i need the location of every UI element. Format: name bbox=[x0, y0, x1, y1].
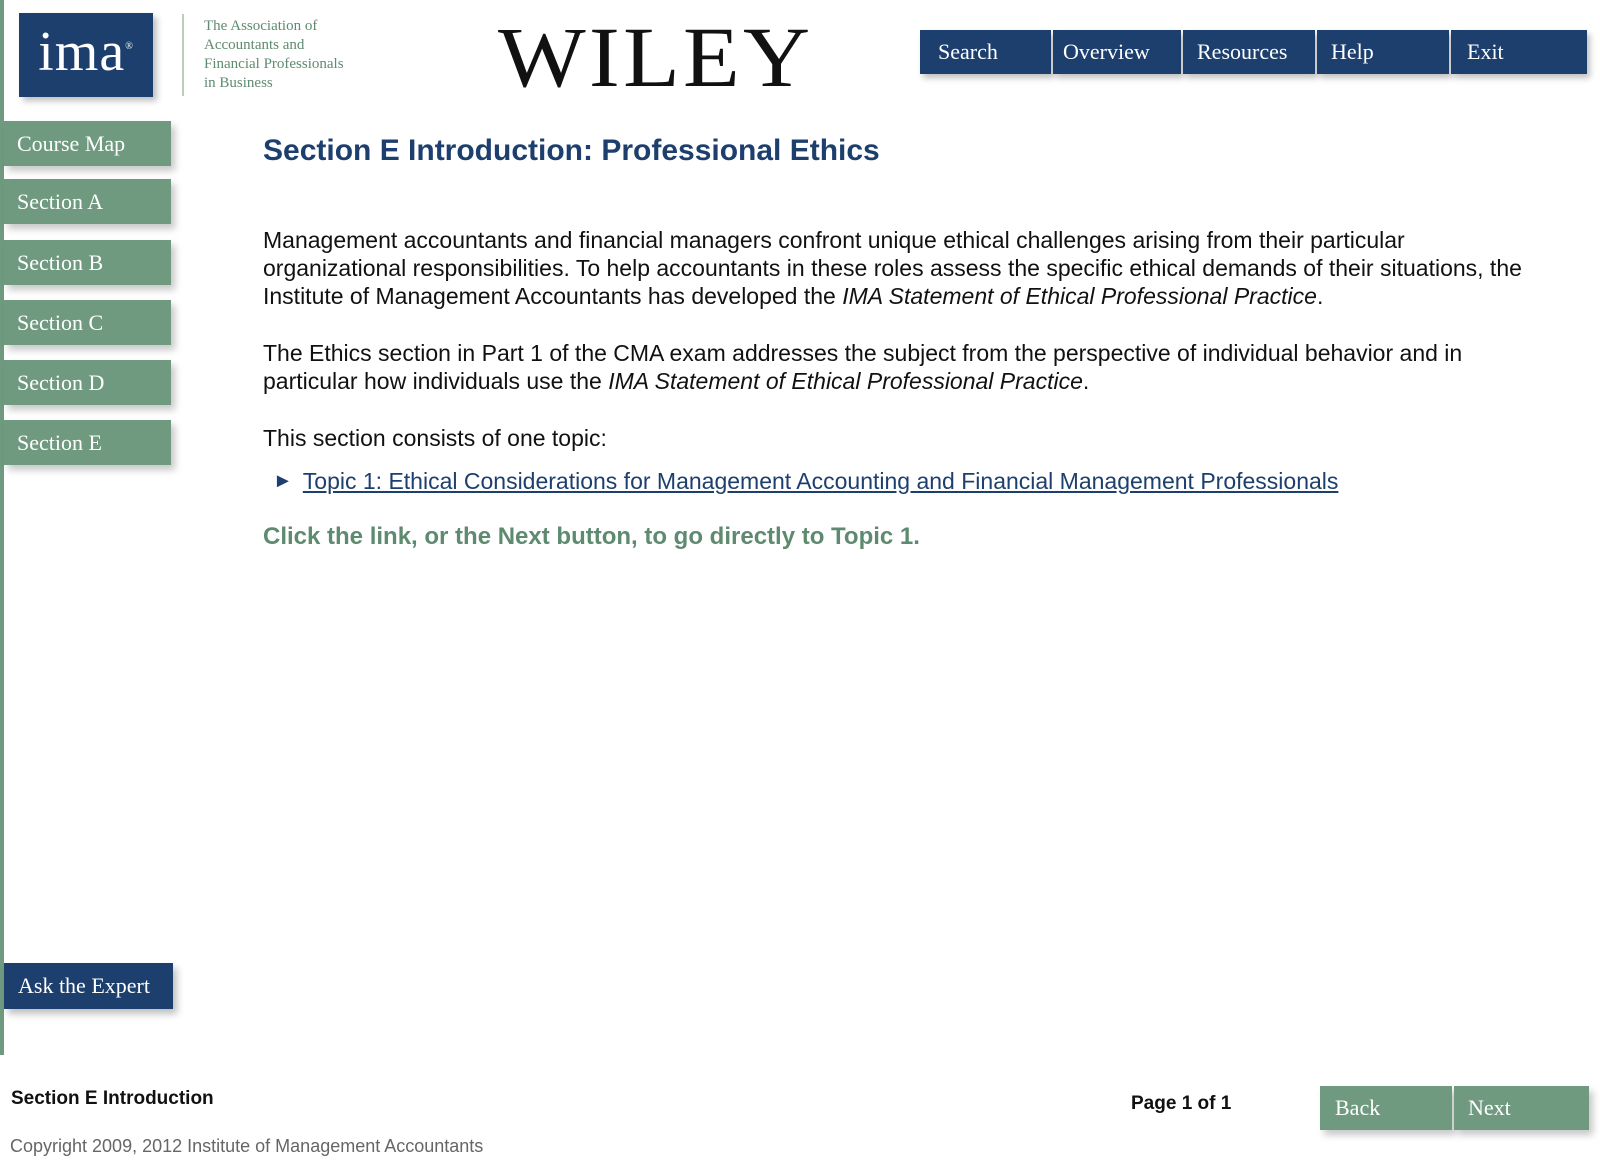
back-button[interactable]: Back bbox=[1320, 1086, 1452, 1130]
logo-divider bbox=[182, 14, 184, 96]
topic-list-item bbox=[273, 468, 1523, 495]
sidebar-item-section-e[interactable]: Section E bbox=[4, 420, 171, 465]
overview-button[interactable]: Overview bbox=[1053, 30, 1181, 74]
wiley-logo: WILEY bbox=[498, 9, 814, 105]
topic-1-link[interactable]: Topic 1: Ethical Considerations for Management Accounting and Financial Management Professionals bbox=[302, 468, 1339, 494]
copyright-notice: Copyright 2009, 2012 Institute of Management Accountants bbox=[10, 1136, 484, 1156]
next-button[interactable]: Next bbox=[1454, 1086, 1589, 1130]
sidebar-item-section-d[interactable]: Section D bbox=[4, 360, 171, 405]
ask-the-expert-button[interactable]: Ask the Expert bbox=[4, 963, 173, 1009]
resources-button[interactable]: Resources bbox=[1183, 30, 1315, 74]
ethics-paragraph: The Ethics section in Part 1 of the CMA exam addresses the subject from the perspective of individual behavior and in particular how individuals use the IMA Statement of Ethical Professional Practice. bbox=[263, 340, 1463, 394]
ima-logo-wordmark: ima® bbox=[38, 21, 134, 83]
main-content bbox=[263, 134, 1523, 551]
instruction-text: Click the link, or the Next button, to go directly to Topic 1. bbox=[263, 523, 920, 550]
footer-section-title: Section E Introduction bbox=[11, 1088, 214, 1109]
help-button[interactable]: Help bbox=[1317, 30, 1449, 74]
exit-button[interactable]: Exit bbox=[1451, 30, 1587, 74]
ima-tagline: The Association of Accountants and Financial Professionals in Business bbox=[204, 18, 344, 91]
sidebar-item-course-map[interactable]: Course Map bbox=[4, 121, 171, 166]
search-button[interactable]: Search bbox=[920, 30, 1051, 74]
page-counter: Page 1 of 1 bbox=[1131, 1093, 1232, 1114]
topics-intro: This section consists of one topic: bbox=[263, 425, 607, 451]
page-title: Section E Introduction: Professional Ethics bbox=[263, 134, 880, 167]
play-arrow-icon: ► bbox=[273, 470, 293, 492]
sidebar-item-section-b[interactable]: Section B bbox=[4, 240, 171, 285]
intro-paragraph: Management accountants and financial managers confront unique ethical challenges arising from their particular organizational responsibilities. To help accountants in these roles assess the specific ethical demands of their situations, the Institute of Management Accountants has developed the IMA Statement of Ethical Professional Practice. bbox=[263, 227, 1522, 309]
top-navigation bbox=[920, 30, 1587, 74]
sidebar-item-section-c[interactable]: Section C bbox=[4, 300, 171, 345]
sidebar-item-section-a[interactable]: Section A bbox=[4, 179, 171, 224]
ima-logo bbox=[19, 13, 153, 97]
